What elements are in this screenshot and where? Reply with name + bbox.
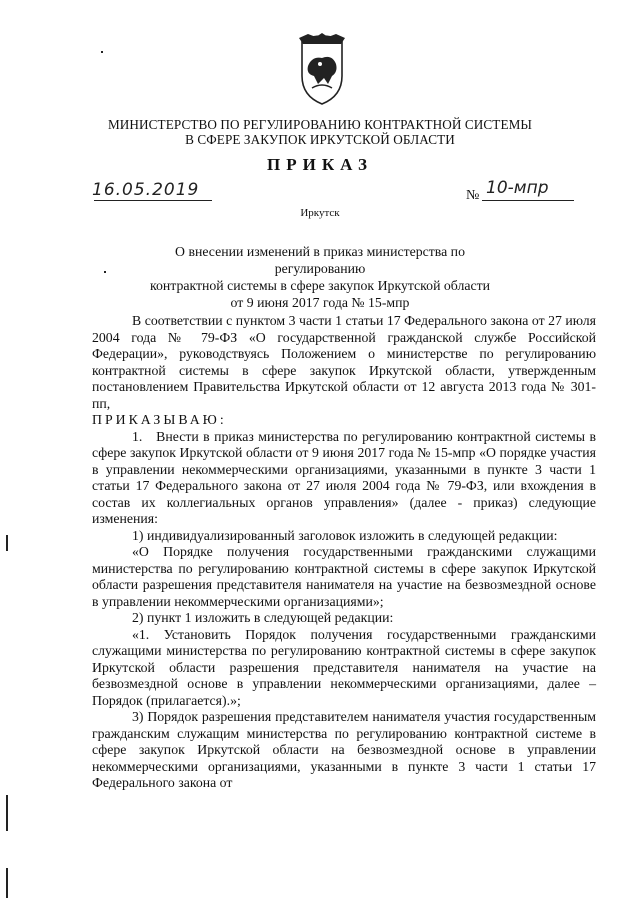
- number-sign: №: [466, 188, 480, 203]
- ministry-name-line1: МИНИСТЕРСТВО ПО РЕГУЛИРОВАНИЮ КОНТРАКТНОЙ СИСТЕМЫ: [107, 117, 533, 132]
- subject-line1: О внесении изменений в приказ министерства по регулированию: [175, 244, 465, 276]
- ministry-name-line2: В СФЕРЕ ЗАКУПОК ИРКУТСКОЙ ОБЛАСТИ: [185, 132, 455, 147]
- scan-artifact-mark: [6, 868, 8, 898]
- document-body: [92, 313, 596, 792]
- handwritten-number: 10-мпр: [486, 178, 549, 198]
- subitem-2-paragraph: 2) пункт 1 изложить в следующей редакции:: [132, 610, 394, 625]
- city-label: Иркутск: [300, 207, 340, 219]
- quote-1-paragraph: «О Порядке получения государственными гражданскими служащими министерства по регулированию контрактной системы в сфере закупок Иркутской области разрешения представителя нанимателя на участие на безвозмездной основе в управлении некоммерческими организациями»;: [92, 544, 596, 609]
- quote-2-paragraph: «1. Установить Порядок получения государственными гражданскими служащими министерства по регулированию контрактной системы в сфере закупок Иркутской области разрешения представителя нанимателя на участие на безвозмездной основе в управлении некоммерческими организациями, далее – Порядок (прилагается).»;: [92, 626, 596, 708]
- order-word: ПРИКАЗЫВАЮ:: [92, 412, 227, 427]
- number-underline: [482, 200, 574, 201]
- date-underline: [94, 200, 212, 201]
- coat-of-arms-emblem: [296, 32, 348, 106]
- subitem-3-paragraph: 3) Порядок разрешения представителем нанимателя участия государственным гражданским служащим министерства по регулированию контрактной системе в сфере закупок Иркутской области на безвозмездной основе в управлении некоммерческими организациями, указанными в пункте 3 части 1 статьи 17 Федерального закона от: [92, 709, 596, 790]
- subject-line2: контрактной системы в сфере закупок Иркутской области: [149, 278, 491, 293]
- scan-artifact-mark: [6, 795, 8, 831]
- scan-artifact-mark: [6, 535, 8, 551]
- order-subject: [130, 243, 510, 311]
- preamble-paragraph: В соответствии с пунктом 3 части 1 статьи 17 Федерального закона от 27 июля 2004 года № 79-ФЗ «О государственной гражданской службе Российской Федерации», руководствуясь Положением о министерстве по регулированию контрактной системы в сфере закупок Иркутской области, утвержденным постановлением Правительства Иркутской области от 12 августа 2013 года № 301-пп,: [92, 313, 596, 411]
- item-1-paragraph: 1. Внести в приказ министерства по регулированию контрактной системы в сфере закупок Иркутской области от 9 июня 2017 года № 15-мпр «О порядке участия в управлении некоммерческими организациями, указанными в пункте 3 части 1 статьи 17 Федерального закона от 27 июля 2004 года № 79-ФЗ, или вхождения в состав их коллегиальных органов управления» (далее - приказ) следующие изменения:: [92, 428, 596, 526]
- scan-artifact-dot: [101, 51, 103, 53]
- subitem-1-paragraph: 1) индивидуализированный заголовок изложить в следующей редакции:: [132, 527, 558, 543]
- scan-artifact-dot: [104, 271, 106, 273]
- handwritten-date: 16.05.2019: [92, 180, 200, 200]
- subject-line3: от 9 июня 2017 года № 15-мпр: [230, 295, 410, 310]
- document-title: ПРИКАЗ: [267, 155, 373, 174]
